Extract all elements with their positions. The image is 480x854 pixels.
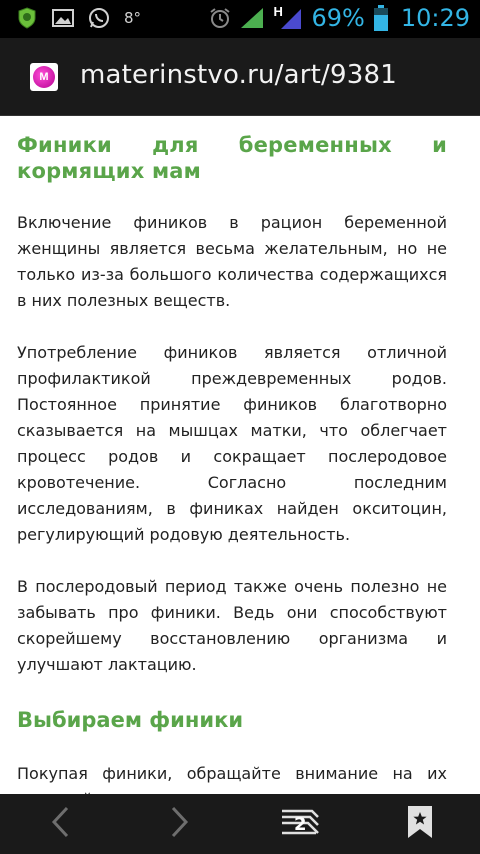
bookmark-icon [407, 805, 433, 844]
temperature-text: 8° [124, 9, 142, 27]
tab-count-badge: 2 [294, 814, 307, 835]
article-paragraph: Включение фиников в рацион беременной женщины является весьма желательным, но не только из-за большого количества содержащихся в них полезных веществ. [17, 213, 447, 310]
tabs-button[interactable] [260, 794, 340, 854]
image-icon [52, 7, 74, 29]
battery-icon [373, 7, 389, 29]
address-bar[interactable] [0, 38, 480, 116]
article-content[interactable] [0, 116, 480, 794]
shield-icon [16, 7, 38, 29]
signal-icon [239, 7, 265, 29]
forward-button[interactable] [140, 794, 220, 854]
chevron-right-icon [170, 805, 190, 844]
alarm-icon [209, 7, 231, 29]
clock: 10:29 [400, 4, 470, 32]
article-paragraph: Покупая финики, обращайте внимание на их [17, 764, 447, 783]
url-text[interactable]: materinstvo.ru/art/9381 [80, 60, 397, 90]
site-favicon-icon [30, 63, 58, 91]
chevron-left-icon [50, 805, 70, 844]
article-title: Финики для беременных и кормящих мам [17, 133, 447, 183]
bookmarks-button[interactable] [380, 794, 460, 854]
network-type-label: H [273, 4, 283, 19]
article-paragraph: В послеродовый период также очень полезно не забывать про финики. Ведь они способствуют скорейшему восстановлению организма и улучшают лактацию. [17, 577, 447, 674]
whatsapp-icon [88, 7, 110, 29]
status-bar [0, 0, 480, 38]
battery-percent: 69% [311, 4, 365, 32]
hspa-signal-icon [273, 4, 303, 29]
section-heading: Выбираем финики [17, 708, 244, 732]
article-paragraph: Употребление фиников является отличной профилактикой преждевременных родов. Постоянное принятие фиников благотворно сказывается на мышцах матки, что облегчает процесс родов и сокращает послеродовое кровотечение. Согласно последним исследованиям, в финиках найден окситоцин, регулирующий родовую деятельность. [17, 343, 447, 544]
favicon-letter: M [33, 66, 55, 88]
browser-nav-bar [0, 794, 480, 854]
back-button[interactable] [20, 794, 100, 854]
